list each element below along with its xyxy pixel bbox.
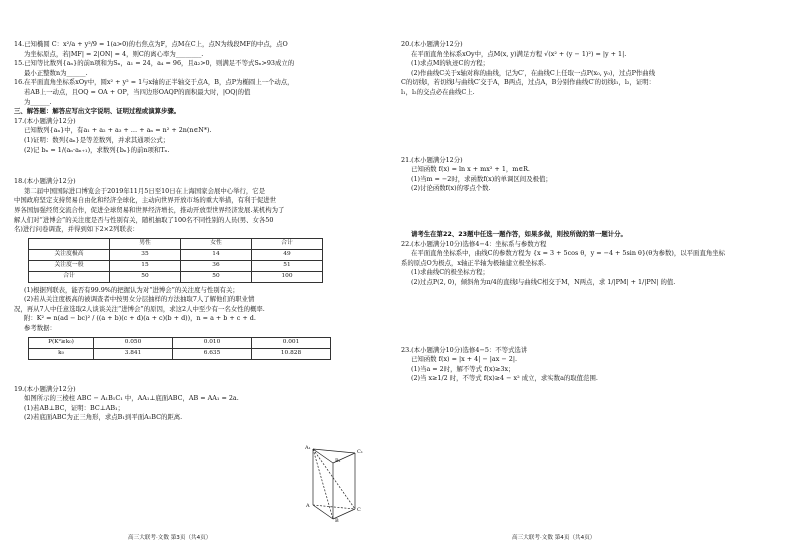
q15-line-2: 最小正整数n为______. (24, 68, 88, 77)
left-column (14, 40, 390, 423)
table-cell: 0.001 (252, 337, 331, 348)
table-cell: 3.841 (94, 348, 173, 359)
label-a: A (306, 503, 310, 509)
question-22 (401, 240, 777, 288)
table-cell: 10.828 (252, 348, 331, 359)
table-cell: 合计 (252, 238, 323, 249)
table-cell: 50 (181, 271, 252, 282)
table-cell: 0.050 (94, 337, 173, 348)
table-cell: 6.635 (173, 348, 252, 359)
q17-line-2: 已知数列{aₙ}中，有a₁ + a₂ + a₃ + … + aₙ = n² + 2n(n∈N*). (24, 126, 212, 135)
q18-part-2: (2)若从关注度极高的被调查者中按男女分层抽样的方法抽取7人了解他们的职业情 (24, 295, 255, 304)
table-row (29, 348, 331, 359)
table-cell: 关注度极高 (29, 249, 110, 260)
q16-line-3: 为______. (24, 97, 52, 106)
q18-line-5: 解人们对“进博会”的关注度是否与性别有关，随机抽取了100名不同性别的人员(男、女各50 (14, 215, 274, 224)
q19-line-3: (1)若AB⊥BC，证明：BC⊥AB₁； (24, 403, 125, 412)
q22-line-2: 在平面直角坐标系中，曲线C的参数方程为 {x = 3 + 5cos θ，y = −4 + 5sin θ}(θ为参数)，以平面直角坐标 (411, 249, 726, 258)
q19-line-2: 如图所示的三棱柱 ABC − A₁B₁C₁ 中，AA₁⊥底面ABC，AB = AA₁ = 2a. (24, 394, 239, 403)
label-a1: A₁ (305, 445, 311, 451)
table-cell: 14 (181, 249, 252, 260)
q20-line-5: C的切线l，若切线l与曲线C′交于A，B两点，过点A，B分别作曲线C′的切线l₁，l₂，证明： (401, 78, 655, 87)
label-c1: C₁ (357, 449, 363, 455)
q18-part-2b: 况，再从7人中任意选取2人谈谈关注“进博会”的原因，求这2人中至少有一名女性的概率. (14, 304, 265, 313)
section-3-heading: 三、解答题：解答应写出文字说明、证明过程或演算步骤。 (14, 107, 181, 116)
question-16 (14, 78, 390, 107)
table-cell: 0.010 (173, 337, 252, 348)
q23-line-3: (1)当a = 2时，解不等式 f(x)≥3x； (411, 364, 515, 373)
table-cell: 15 (110, 260, 181, 271)
q18-part-1: (1)根据列联表，能否有99.9%的把握认为对“进博会”的关注度与性别有关； (24, 285, 239, 294)
q22-line-4: (1)求曲线C的极坐标方程； (411, 268, 489, 277)
q14-line-2: 为坐标原点，若|MF| = 2|ON| = 4，则C的离心率为________. (24, 49, 204, 58)
edge-a1-c (313, 449, 355, 509)
right-column (401, 40, 777, 384)
question-20 (401, 40, 777, 98)
q17-line-1: 17.(本小题满分12分) (14, 116, 76, 125)
label-b: B (335, 518, 339, 523)
footer-page-4: 高三大联考·文数 第4页（共4页） (512, 535, 596, 541)
q23-line-2: 已知函数 f(x) = |x + 4| − |ax − 2|. (411, 355, 518, 364)
q18-reference-label: 参考数据： (24, 324, 56, 333)
table-cell: 合计 (29, 271, 110, 282)
table-cell: 50 (110, 271, 181, 282)
q17-line-4: (2)记 bₙ = 1/(aₙ·aₙ₊₁)，求数列{bₙ}的前n项和Tₙ. (24, 145, 170, 154)
table-cell: 36 (181, 260, 252, 271)
q22-line-1: 22.(本小题满分10分)选修4−4：坐标系与参数方程 (401, 239, 547, 248)
edge-a-b (313, 505, 333, 519)
prism-figure (303, 443, 365, 523)
q19-line-1: 19.(本小题满分12分) (14, 384, 76, 393)
q21-line-3: (1)当m = −2时，求函数f(x)的单调区间及极值； (411, 174, 552, 183)
contingency-table (28, 238, 323, 283)
q23-line-4: (2)当 x≥1/2 时，不等式 f(x)≥4 − x² 成立，求实数a的取值范围. (411, 374, 598, 383)
table-cell: k₀ (29, 348, 94, 359)
question-18 (14, 177, 390, 360)
table-cell: P(K²≥k₀) (29, 337, 94, 348)
q17-line-3: (1)证明：数列{aₙ}是等差数列，并求其通项公式； (24, 135, 170, 144)
q20-line-4: (2)作曲线C关于x轴对称的曲线，记为C′，在曲线C上任取一点P(x₀, y₀)，过点P作曲线 (411, 68, 656, 77)
q16-line-1: 16.在平面直角坐标系xOy中，圆x² + y² = 1与x轴的正半轴交于点A，B，点P为椭圆上一个动点， (14, 78, 294, 87)
table-cell: 女性 (181, 238, 252, 249)
q21-line-4: (2)讨论函数f(x)的零点个数. (411, 184, 491, 193)
q20-line-3: (1)求点M的轨迹C的方程； (411, 59, 490, 68)
q18-line-1: 18.(本小题满分12分) (14, 177, 76, 186)
q22-line-3: 系的原点O为极点，x轴正半轴为极轴建立极坐标系. (401, 258, 547, 267)
q20-line-6: l₁，l₂的交点必在曲线C上. (401, 87, 475, 96)
label-c: C (357, 507, 361, 513)
q18-line-6: 名)进行问卷调查，并得到如下2×2列联表： (14, 225, 139, 234)
q21-line-1: 21.(本小题满分12分) (401, 155, 463, 164)
table-row (29, 260, 323, 271)
q18-line-4: 界各国加强经贸交流合作，促进全球贸易和世界经济增长，推动开放型世界经济发展.某机构为了 (14, 205, 285, 214)
q15-line-1: 15.已知等比数列{aₙ}的前n项和为Sₙ，a₁ = 24，a₄ = 96，且a₂>0，则满足不等式Sₙ>93成立的 (14, 59, 295, 68)
edge-a-c (313, 505, 355, 509)
table-row (29, 238, 323, 249)
table-cell: 49 (252, 249, 323, 260)
table-cell: 35 (110, 249, 181, 260)
table-cell: 男性 (110, 238, 181, 249)
q22-line-5: (2)过点P(2, 0)，倾斜角为π/4的直线l与曲线C相交于M，N两点，求 1/|PM| + 1/|PN| 的值. (411, 277, 676, 286)
q18-formula: 附：K² = n(ad − bc)² / ((a + b)(c + d)(a + c)(b + d))，n = a + b + c + d. (24, 314, 256, 323)
question-17 (14, 117, 390, 155)
question-21 (401, 156, 777, 194)
question-23 (401, 346, 777, 384)
q20-line-1: 20.(本小题满分12分) (401, 40, 463, 48)
footer-page-3: 高三大联考·文数 第3页（共4页） (128, 535, 212, 541)
label-b1: B₁ (335, 458, 341, 464)
question-19 (14, 385, 390, 423)
table-row (29, 337, 331, 348)
edge-a1-b1 (313, 449, 333, 463)
critical-value-table (28, 337, 331, 360)
table-cell (29, 238, 110, 249)
q18-line-2: 第二届中国国际进口博览会于2019年11月5日至10日在上海国家会展中心举行，它是 (24, 186, 266, 195)
edge-a1-c1 (313, 449, 355, 453)
q16-line-2: 若AB上一动点，且OQ = OA + OP，当四边形OAQP的面积最大时，|OQ|的值 (24, 87, 251, 96)
table-cell: 关注度一般 (29, 260, 110, 271)
choose-one-note: 请考生在第22、23题中任选一题作答，如果多做，则按所做的第一题计分。 (411, 229, 627, 238)
q20-line-2: 在平面直角坐标系xOy中，点M(x, y)满足方程 √(x² + (y − 1)²) = |y + 1|. (411, 49, 627, 58)
question-15 (14, 59, 390, 78)
q19-line-4: (2)若底面ABC为正三角形，求点B₁到平面A₁BC的距离. (24, 413, 183, 422)
question-14 (14, 40, 390, 59)
q18-line-3: 中国政府坚定支持贸易自由化和经济全球化，主动向世界开放市场的重大举措，有利于促进世 (14, 196, 277, 205)
table-row (29, 271, 323, 282)
table-row (29, 249, 323, 260)
q14-line-1: 14.已知椭圆 C：x²/a + y²/9 = 1(a>0)的右焦点为F，点M在C上，点N为线段MF的中点，点O (14, 40, 288, 48)
table-cell: 51 (252, 260, 323, 271)
q21-line-2: 已知函数 f(x) = ln x + mx² + 1，m∈R. (411, 165, 530, 174)
q23-line-1: 23.(本小题满分10分)选修4−5：不等式选讲 (401, 345, 528, 354)
table-cell: 100 (252, 271, 323, 282)
edge-a1-b (313, 449, 333, 519)
